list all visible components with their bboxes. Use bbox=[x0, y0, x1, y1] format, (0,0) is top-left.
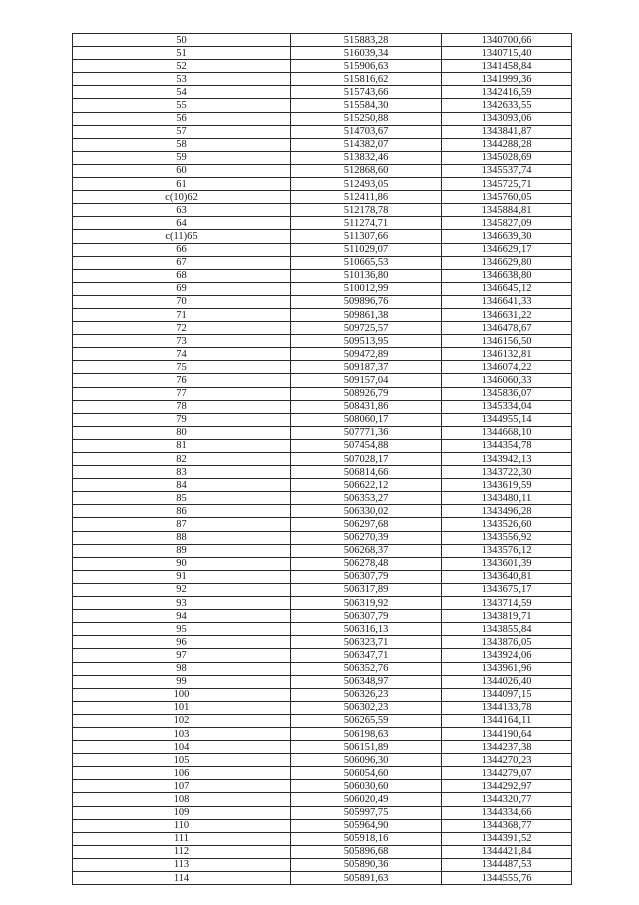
table-row bbox=[73, 819, 572, 832]
x-coordinate-cell: 506297,68 bbox=[291, 518, 442, 531]
table-row bbox=[73, 701, 572, 714]
point-number-cell: 56 bbox=[73, 112, 291, 125]
x-coordinate-cell: 506307,79 bbox=[291, 570, 442, 583]
table-row bbox=[73, 727, 572, 740]
table-row bbox=[73, 570, 572, 583]
y-coordinate-cell: 1345760,05 bbox=[442, 191, 572, 204]
table-row bbox=[73, 688, 572, 701]
y-coordinate-cell: 1344320,77 bbox=[442, 793, 572, 806]
x-coordinate-cell: 506151,89 bbox=[291, 741, 442, 754]
x-coordinate-cell: 506323,71 bbox=[291, 636, 442, 649]
point-number-cell: 89 bbox=[73, 544, 291, 557]
x-coordinate-cell: 512178,78 bbox=[291, 204, 442, 217]
x-coordinate-cell: 515816,62 bbox=[291, 73, 442, 86]
point-number-cell: 85 bbox=[73, 492, 291, 505]
y-coordinate-cell: 1343093,06 bbox=[442, 112, 572, 125]
coordinates-table-body bbox=[73, 34, 572, 885]
table-row bbox=[73, 649, 572, 662]
y-coordinate-cell: 1344164,11 bbox=[442, 714, 572, 727]
x-coordinate-cell: 507028,17 bbox=[291, 453, 442, 466]
y-coordinate-cell: 1343841,87 bbox=[442, 125, 572, 138]
y-coordinate-cell: 1341458,84 bbox=[442, 60, 572, 73]
point-number-cell: 74 bbox=[73, 348, 291, 361]
x-coordinate-cell: 506353,27 bbox=[291, 492, 442, 505]
point-number-cell: 83 bbox=[73, 466, 291, 479]
table-row bbox=[73, 557, 572, 570]
table-row bbox=[73, 361, 572, 374]
point-number-cell: 94 bbox=[73, 610, 291, 623]
x-coordinate-cell: 506352,76 bbox=[291, 662, 442, 675]
x-coordinate-cell: 506622,12 bbox=[291, 479, 442, 492]
y-coordinate-cell: 1344955,14 bbox=[442, 413, 572, 426]
point-number-cell: 88 bbox=[73, 531, 291, 544]
y-coordinate-cell: 1344292,97 bbox=[442, 780, 572, 793]
y-coordinate-cell: 1346132,81 bbox=[442, 348, 572, 361]
y-coordinate-cell: 1345884,81 bbox=[442, 204, 572, 217]
table-row bbox=[73, 741, 572, 754]
x-coordinate-cell: 508060,17 bbox=[291, 413, 442, 426]
x-coordinate-cell: 506326,23 bbox=[291, 688, 442, 701]
x-coordinate-cell: 506316,13 bbox=[291, 623, 442, 636]
point-number-cell: 86 bbox=[73, 505, 291, 518]
table-row bbox=[73, 178, 572, 191]
point-number-cell: 82 bbox=[73, 453, 291, 466]
y-coordinate-cell: 1346478,67 bbox=[442, 322, 572, 335]
y-coordinate-cell: 1343924,06 bbox=[442, 649, 572, 662]
table-row bbox=[73, 125, 572, 138]
y-coordinate-cell: 1344288,28 bbox=[442, 138, 572, 151]
table-row bbox=[73, 675, 572, 688]
x-coordinate-cell: 509861,38 bbox=[291, 308, 442, 321]
table-row bbox=[73, 47, 572, 60]
x-coordinate-cell: 510665,53 bbox=[291, 256, 442, 269]
table-row bbox=[73, 662, 572, 675]
point-number-cell: 105 bbox=[73, 754, 291, 767]
y-coordinate-cell: 1343576,12 bbox=[442, 544, 572, 557]
table-row bbox=[73, 413, 572, 426]
y-coordinate-cell: 1344190,64 bbox=[442, 727, 572, 740]
point-number-cell: 101 bbox=[73, 701, 291, 714]
point-number-cell: 93 bbox=[73, 597, 291, 610]
y-coordinate-cell: 1346629,80 bbox=[442, 256, 572, 269]
x-coordinate-cell: 511029,07 bbox=[291, 243, 442, 256]
point-number-cell: 51 bbox=[73, 47, 291, 60]
point-number-cell: 75 bbox=[73, 361, 291, 374]
table-row bbox=[73, 73, 572, 86]
x-coordinate-cell: 507454,88 bbox=[291, 439, 442, 452]
y-coordinate-cell: 1344368,77 bbox=[442, 819, 572, 832]
table-row bbox=[73, 544, 572, 557]
x-coordinate-cell: 506278,48 bbox=[291, 557, 442, 570]
point-number-cell: 76 bbox=[73, 374, 291, 387]
y-coordinate-cell: 1344555,76 bbox=[442, 872, 572, 885]
x-coordinate-cell: 514703,67 bbox=[291, 125, 442, 138]
x-coordinate-cell: 514382,07 bbox=[291, 138, 442, 151]
y-coordinate-cell: 1345028,69 bbox=[442, 151, 572, 164]
x-coordinate-cell: 506265,59 bbox=[291, 714, 442, 727]
table-row bbox=[73, 479, 572, 492]
y-coordinate-cell: 1344421,84 bbox=[442, 845, 572, 858]
y-coordinate-cell: 1343675,17 bbox=[442, 583, 572, 596]
x-coordinate-cell: 506348,97 bbox=[291, 675, 442, 688]
table-row bbox=[73, 714, 572, 727]
table-row bbox=[73, 217, 572, 230]
point-number-cell: 90 bbox=[73, 557, 291, 570]
x-coordinate-cell: 509896,76 bbox=[291, 295, 442, 308]
point-number-cell: 104 bbox=[73, 741, 291, 754]
point-number-cell: 91 bbox=[73, 570, 291, 583]
point-number-cell: 50 bbox=[73, 34, 291, 47]
point-number-cell: 73 bbox=[73, 335, 291, 348]
point-number-cell: 108 bbox=[73, 793, 291, 806]
y-coordinate-cell: 1343601,39 bbox=[442, 557, 572, 570]
y-coordinate-cell: 1345827,09 bbox=[442, 217, 572, 230]
y-coordinate-cell: 1343722,30 bbox=[442, 466, 572, 479]
x-coordinate-cell: 505896,68 bbox=[291, 845, 442, 858]
point-number-cell: 57 bbox=[73, 125, 291, 138]
point-number-cell: 59 bbox=[73, 151, 291, 164]
table-row bbox=[73, 872, 572, 885]
y-coordinate-cell: 1344026,40 bbox=[442, 675, 572, 688]
y-coordinate-cell: 1344133,78 bbox=[442, 701, 572, 714]
point-number-cell: 114 bbox=[73, 872, 291, 885]
table-row bbox=[73, 191, 572, 204]
table-row bbox=[73, 348, 572, 361]
x-coordinate-cell: 506347,71 bbox=[291, 649, 442, 662]
x-coordinate-cell: 515743,66 bbox=[291, 86, 442, 99]
point-number-cell: 84 bbox=[73, 479, 291, 492]
table-row bbox=[73, 112, 572, 125]
y-coordinate-cell: 1344237,38 bbox=[442, 741, 572, 754]
point-number-cell: 72 bbox=[73, 322, 291, 335]
y-coordinate-cell: 1343714,59 bbox=[442, 597, 572, 610]
point-number-cell: 95 bbox=[73, 623, 291, 636]
table-row bbox=[73, 767, 572, 780]
y-coordinate-cell: 1346156,50 bbox=[442, 335, 572, 348]
table-row bbox=[73, 492, 572, 505]
table-row bbox=[73, 636, 572, 649]
table-row bbox=[73, 269, 572, 282]
table-row bbox=[73, 86, 572, 99]
x-coordinate-cell: 515906,63 bbox=[291, 60, 442, 73]
x-coordinate-cell: 509187,37 bbox=[291, 361, 442, 374]
y-coordinate-cell: 1346641,33 bbox=[442, 295, 572, 308]
x-coordinate-cell: 506054,60 bbox=[291, 767, 442, 780]
point-number-cell: 100 bbox=[73, 688, 291, 701]
table-row bbox=[73, 204, 572, 217]
x-coordinate-cell: 511274,71 bbox=[291, 217, 442, 230]
x-coordinate-cell: 505918,16 bbox=[291, 832, 442, 845]
table-row bbox=[73, 806, 572, 819]
table-row bbox=[73, 466, 572, 479]
y-coordinate-cell: 1342633,55 bbox=[442, 99, 572, 112]
table-row bbox=[73, 60, 572, 73]
point-number-cell: 61 bbox=[73, 178, 291, 191]
point-number-cell: 97 bbox=[73, 649, 291, 662]
point-number-cell: 106 bbox=[73, 767, 291, 780]
x-coordinate-cell: 506317,89 bbox=[291, 583, 442, 596]
table-row bbox=[73, 99, 572, 112]
table-row bbox=[73, 439, 572, 452]
table-row bbox=[73, 832, 572, 845]
y-coordinate-cell: 1343619,59 bbox=[442, 479, 572, 492]
point-number-cell: 66 bbox=[73, 243, 291, 256]
y-coordinate-cell: 1343855,84 bbox=[442, 623, 572, 636]
x-coordinate-cell: 515250,88 bbox=[291, 112, 442, 125]
x-coordinate-cell: 506302,23 bbox=[291, 701, 442, 714]
y-coordinate-cell: 1344391,52 bbox=[442, 832, 572, 845]
point-number-cell: 70 bbox=[73, 295, 291, 308]
y-coordinate-cell: 1344270,23 bbox=[442, 754, 572, 767]
y-coordinate-cell: 1346629,17 bbox=[442, 243, 572, 256]
table-row bbox=[73, 387, 572, 400]
point-number-cell: 60 bbox=[73, 164, 291, 177]
point-number-cell: с(10)62 bbox=[73, 191, 291, 204]
y-coordinate-cell: 1343961,96 bbox=[442, 662, 572, 675]
y-coordinate-cell: 1344334,66 bbox=[442, 806, 572, 819]
y-coordinate-cell: 1341999,36 bbox=[442, 73, 572, 86]
table-row bbox=[73, 531, 572, 544]
point-number-cell: 53 bbox=[73, 73, 291, 86]
point-number-cell: 112 bbox=[73, 845, 291, 858]
x-coordinate-cell: 506319,92 bbox=[291, 597, 442, 610]
y-coordinate-cell: 1346631,22 bbox=[442, 308, 572, 321]
x-coordinate-cell: 516039,34 bbox=[291, 47, 442, 60]
point-number-cell: 98 bbox=[73, 662, 291, 675]
table-row bbox=[73, 256, 572, 269]
y-coordinate-cell: 1345334,04 bbox=[442, 400, 572, 413]
y-coordinate-cell: 1343876,05 bbox=[442, 636, 572, 649]
point-number-cell: с(11)65 bbox=[73, 230, 291, 243]
table-row bbox=[73, 754, 572, 767]
x-coordinate-cell: 508926,79 bbox=[291, 387, 442, 400]
x-coordinate-cell: 509513,95 bbox=[291, 335, 442, 348]
y-coordinate-cell: 1346639,30 bbox=[442, 230, 572, 243]
table-row bbox=[73, 623, 572, 636]
y-coordinate-cell: 1346060,33 bbox=[442, 374, 572, 387]
table-row bbox=[73, 151, 572, 164]
point-number-cell: 81 bbox=[73, 439, 291, 452]
x-coordinate-cell: 506270,39 bbox=[291, 531, 442, 544]
point-number-cell: 63 bbox=[73, 204, 291, 217]
point-number-cell: 78 bbox=[73, 400, 291, 413]
y-coordinate-cell: 1343556,92 bbox=[442, 531, 572, 544]
point-number-cell: 99 bbox=[73, 675, 291, 688]
x-coordinate-cell: 506330,02 bbox=[291, 505, 442, 518]
x-coordinate-cell: 506268,37 bbox=[291, 544, 442, 557]
y-coordinate-cell: 1344279,07 bbox=[442, 767, 572, 780]
y-coordinate-cell: 1343640,81 bbox=[442, 570, 572, 583]
x-coordinate-cell: 508431,86 bbox=[291, 400, 442, 413]
x-coordinate-cell: 506096,30 bbox=[291, 754, 442, 767]
y-coordinate-cell: 1344354,78 bbox=[442, 439, 572, 452]
y-coordinate-cell: 1343942,13 bbox=[442, 453, 572, 466]
y-coordinate-cell: 1344097,15 bbox=[442, 688, 572, 701]
y-coordinate-cell: 1343480,11 bbox=[442, 492, 572, 505]
y-coordinate-cell: 1345537,74 bbox=[442, 164, 572, 177]
table-row bbox=[73, 505, 572, 518]
x-coordinate-cell: 509157,04 bbox=[291, 374, 442, 387]
x-coordinate-cell: 506814,66 bbox=[291, 466, 442, 479]
table-row bbox=[73, 295, 572, 308]
point-number-cell: 92 bbox=[73, 583, 291, 596]
x-coordinate-cell: 505997,75 bbox=[291, 806, 442, 819]
y-coordinate-cell: 1343819,71 bbox=[442, 610, 572, 623]
x-coordinate-cell: 515584,30 bbox=[291, 99, 442, 112]
x-coordinate-cell: 505964,90 bbox=[291, 819, 442, 832]
point-number-cell: 111 bbox=[73, 832, 291, 845]
x-coordinate-cell: 506030,60 bbox=[291, 780, 442, 793]
table-row bbox=[73, 34, 572, 47]
coordinates-table bbox=[72, 33, 572, 885]
point-number-cell: 103 bbox=[73, 727, 291, 740]
point-number-cell: 102 bbox=[73, 714, 291, 727]
table-row bbox=[73, 518, 572, 531]
x-coordinate-cell: 515883,28 bbox=[291, 34, 442, 47]
point-number-cell: 68 bbox=[73, 269, 291, 282]
point-number-cell: 107 bbox=[73, 780, 291, 793]
y-coordinate-cell: 1345836,07 bbox=[442, 387, 572, 400]
point-number-cell: 87 bbox=[73, 518, 291, 531]
y-coordinate-cell: 1342416,59 bbox=[442, 86, 572, 99]
y-coordinate-cell: 1340715,40 bbox=[442, 47, 572, 60]
table-row bbox=[73, 780, 572, 793]
table-row bbox=[73, 282, 572, 295]
point-number-cell: 71 bbox=[73, 308, 291, 321]
x-coordinate-cell: 506307,79 bbox=[291, 610, 442, 623]
x-coordinate-cell: 506198,63 bbox=[291, 727, 442, 740]
point-number-cell: 110 bbox=[73, 819, 291, 832]
table-row bbox=[73, 845, 572, 858]
point-number-cell: 109 bbox=[73, 806, 291, 819]
table-row bbox=[73, 164, 572, 177]
x-coordinate-cell: 512493,05 bbox=[291, 178, 442, 191]
x-coordinate-cell: 512868,60 bbox=[291, 164, 442, 177]
table-row bbox=[73, 597, 572, 610]
table-row bbox=[73, 138, 572, 151]
table-row bbox=[73, 793, 572, 806]
y-coordinate-cell: 1346074,22 bbox=[442, 361, 572, 374]
table-row bbox=[73, 453, 572, 466]
y-coordinate-cell: 1340700,66 bbox=[442, 34, 572, 47]
x-coordinate-cell: 507771,36 bbox=[291, 426, 442, 439]
point-number-cell: 77 bbox=[73, 387, 291, 400]
table-row bbox=[73, 322, 572, 335]
point-number-cell: 96 bbox=[73, 636, 291, 649]
point-number-cell: 55 bbox=[73, 99, 291, 112]
table-row bbox=[73, 308, 572, 321]
table-row bbox=[73, 583, 572, 596]
x-coordinate-cell: 509472,89 bbox=[291, 348, 442, 361]
table-row bbox=[73, 335, 572, 348]
point-number-cell: 52 bbox=[73, 60, 291, 73]
x-coordinate-cell: 511307,66 bbox=[291, 230, 442, 243]
table-row bbox=[73, 243, 572, 256]
point-number-cell: 113 bbox=[73, 858, 291, 871]
x-coordinate-cell: 506020,49 bbox=[291, 793, 442, 806]
y-coordinate-cell: 1346645,12 bbox=[442, 282, 572, 295]
x-coordinate-cell: 510136,80 bbox=[291, 269, 442, 282]
point-number-cell: 80 bbox=[73, 426, 291, 439]
point-number-cell: 58 bbox=[73, 138, 291, 151]
x-coordinate-cell: 505890,36 bbox=[291, 858, 442, 871]
x-coordinate-cell: 513832,46 bbox=[291, 151, 442, 164]
y-coordinate-cell: 1343526,60 bbox=[442, 518, 572, 531]
y-coordinate-cell: 1344487,53 bbox=[442, 858, 572, 871]
table-row bbox=[73, 400, 572, 413]
y-coordinate-cell: 1344668,10 bbox=[442, 426, 572, 439]
point-number-cell: 69 bbox=[73, 282, 291, 295]
point-number-cell: 79 bbox=[73, 413, 291, 426]
point-number-cell: 64 bbox=[73, 217, 291, 230]
table-row bbox=[73, 610, 572, 623]
y-coordinate-cell: 1346638,80 bbox=[442, 269, 572, 282]
table-row bbox=[73, 374, 572, 387]
x-coordinate-cell: 510012,99 bbox=[291, 282, 442, 295]
x-coordinate-cell: 509725,57 bbox=[291, 322, 442, 335]
table-row bbox=[73, 858, 572, 871]
point-number-cell: 54 bbox=[73, 86, 291, 99]
table-row bbox=[73, 230, 572, 243]
table-row bbox=[73, 426, 572, 439]
x-coordinate-cell: 512411,86 bbox=[291, 191, 442, 204]
x-coordinate-cell: 505891,63 bbox=[291, 872, 442, 885]
y-coordinate-cell: 1343496,28 bbox=[442, 505, 572, 518]
y-coordinate-cell: 1345725,71 bbox=[442, 178, 572, 191]
point-number-cell: 67 bbox=[73, 256, 291, 269]
